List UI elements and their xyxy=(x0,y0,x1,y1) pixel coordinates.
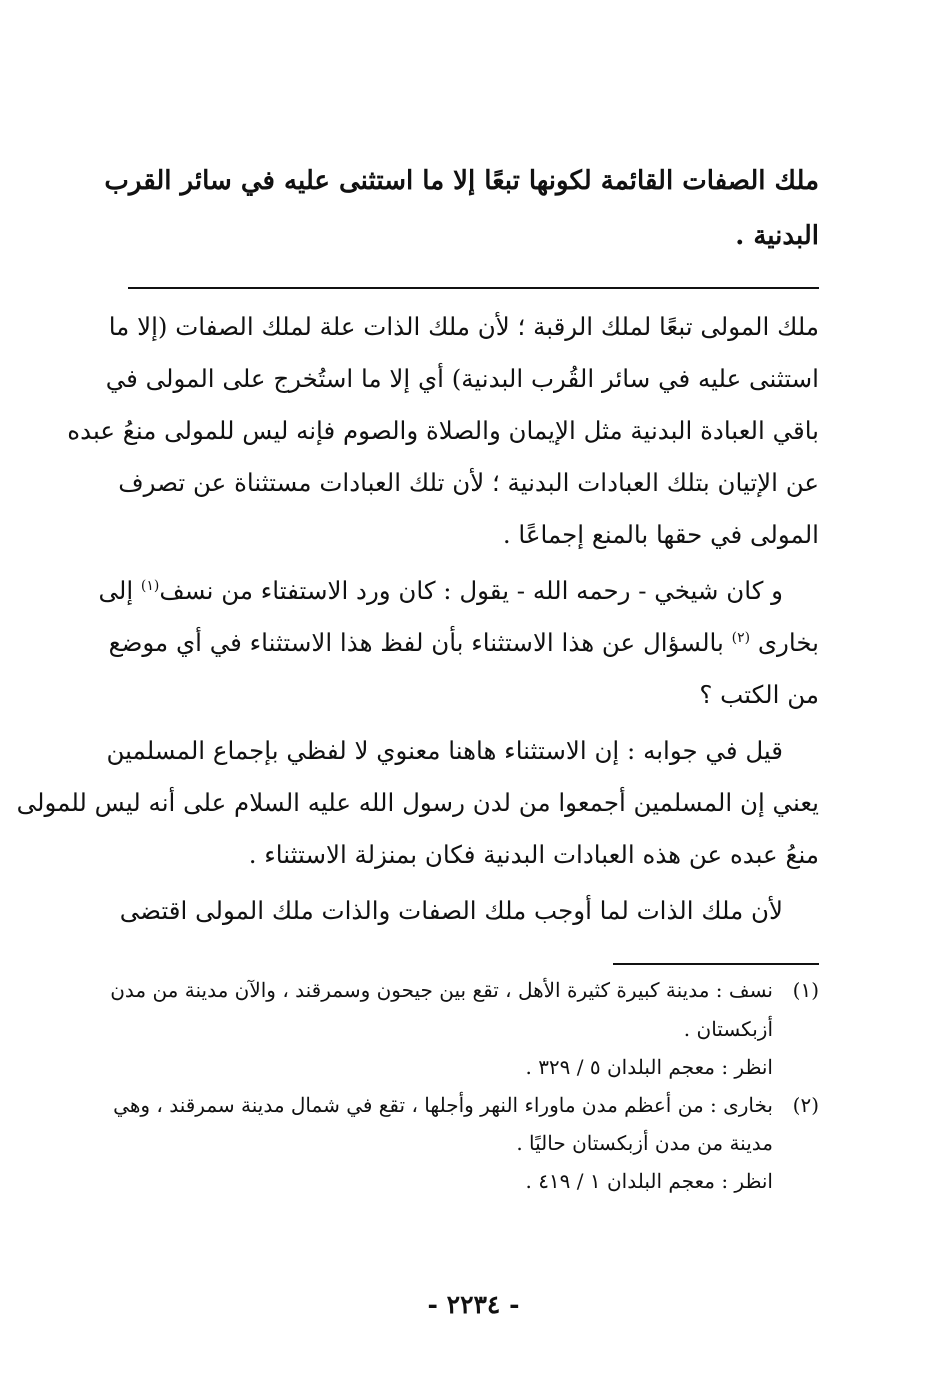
footnote-ref-2[interactable]: (٢) xyxy=(731,629,751,646)
footnote-1-line-2: أزبكستان . xyxy=(683,1017,773,1041)
commentary-p2-line-2-text-a: بخارى xyxy=(750,628,819,657)
commentary-p1-line-2: استثنى عليه في سائر القُرب البدنية) أي إلا ما استُخرج على المولى في xyxy=(105,364,819,393)
main-text-line-2: البدنية . xyxy=(735,221,819,251)
footnote-1-text: نسف : مدينة كبيرة كثيرة الأهل ، تقع بين جيحون وسمرقند ، والآن مدينة من مدن xyxy=(110,978,773,1002)
commentary-p2-line-2 xyxy=(108,628,819,657)
commentary-p2-line-1-text-b: إلى xyxy=(98,576,141,605)
commentary-p3-line-2: يعني إن المسلمين أجمعوا من لدن رسول الله عليه السلام على أنه ليس للمولى xyxy=(16,788,819,817)
footnote-2-line-2: مدينة من مدن أزبكستان حاليًا . xyxy=(516,1131,773,1155)
footnote-2-number: (٢) xyxy=(792,1093,819,1117)
commentary-p2-line-3: من الكتب ؟ xyxy=(699,680,819,709)
commentary-p1-line-3: باقي العبادة البدنية مثل الإيمان والصلاة والصوم فإنه ليس للمولى منعُ عبده xyxy=(67,416,819,445)
commentary-p2-line-2-text-b: بالسؤال عن هذا الاستثناء بأن لفظ هذا الاستثناء في أي موضع xyxy=(108,628,732,657)
footnote-ref-1[interactable]: (١) xyxy=(140,577,160,594)
commentary-p4-line-1: لأن ملك الذات لما أوجب ملك الصفات والذات ملك المولى اقتضى xyxy=(119,896,783,925)
commentary-p1-line-1: ملك المولى تبعًا لملك الرقبة ؛ لأن ملك الذات علة لملك الصفات (إلا ما xyxy=(108,312,819,341)
commentary-p2-line-1-text-a: و كان شيخي - رحمه الله - يقول : كان ورد الاستفتاء من نسف xyxy=(159,576,783,605)
footnote-1-number: (١) xyxy=(792,978,819,1002)
footnote-2-text: بخارى : من أعظم مدن ماوراء النهر وأجلها ، تقع في شمال مدينة سمرقند ، وهي xyxy=(113,1093,773,1117)
page-number: - ٢٢٣٤ - xyxy=(427,1290,520,1319)
commentary-p3-line-3: منعُ عبده عن هذه العبادات البدنية فكان بمنزلة الاستثناء . xyxy=(248,840,819,869)
main-text-line-1: ملك الصفات القائمة لكونها تبعًا إلا ما استثنى عليه في سائر القرب xyxy=(104,166,819,196)
main-text-divider xyxy=(128,287,819,289)
footnote-2-reference: انظر : معجم البلدان ١ / ٤١٩ . xyxy=(525,1169,773,1193)
footnote-2-line-1 xyxy=(114,1093,819,1117)
footnote-divider xyxy=(613,963,819,965)
commentary-p3-line-1: قيل في جوابه : إن الاستثناء هاهنا معنوي لا لفظي بإجماع المسلمين xyxy=(106,736,783,765)
commentary-p1-line-4: عن الإتيان بتلك العبادات البدنية ؛ لأن تلك العبادات مستثناة عن تصرف xyxy=(118,468,819,497)
footnote-1-line-1 xyxy=(110,978,819,1002)
footnote-1-reference: انظر : معجم البلدان ٥ / ٣٢٩ . xyxy=(525,1055,773,1079)
commentary-p1-line-5: المولى في حقها بالمنع إجماعًا . xyxy=(502,520,819,549)
commentary-p2-line-1 xyxy=(98,576,819,605)
